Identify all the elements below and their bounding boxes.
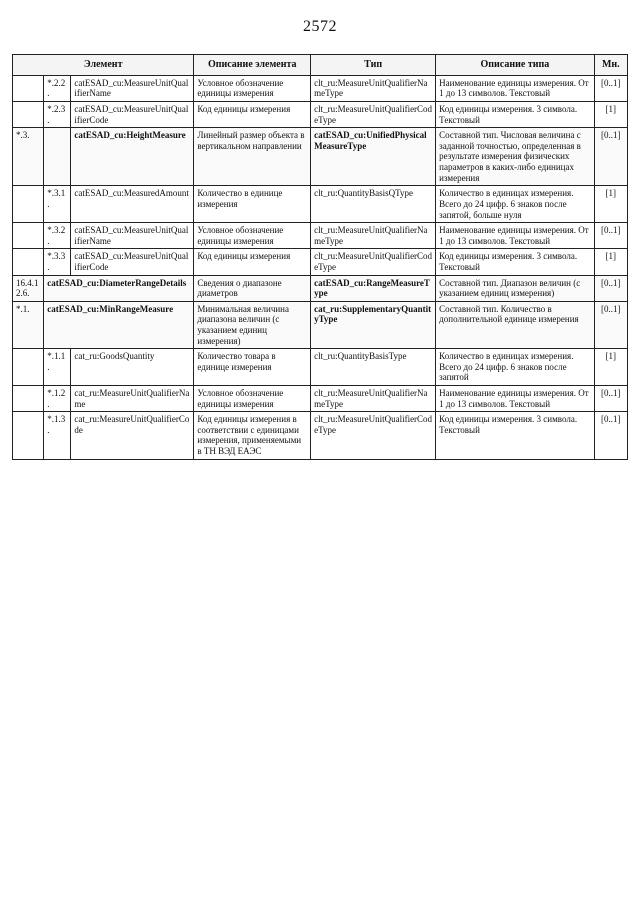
cell-name: catESAD_cu:MeasureUnitQualifierName xyxy=(71,75,194,101)
cell-desc: Количество в единице измерения xyxy=(194,186,311,223)
cell-num xyxy=(13,386,44,412)
cell-desc: Сведения о диапазоне диаметров xyxy=(194,275,311,301)
cell-sub: *.3.1. xyxy=(44,186,71,223)
cell-type: catESAD_cu:RangeMeasureType xyxy=(311,275,436,301)
cell-type: clt_ru:MeasureUnitQualifierNameType xyxy=(311,386,436,412)
cell-num xyxy=(13,75,44,101)
cell-type-desc: Код единицы измерения. 3 символа. Текстовый xyxy=(436,412,594,459)
header-type: Тип xyxy=(311,55,436,76)
cell-desc: Линейный размер объекта в вертикальном направлении xyxy=(194,128,311,186)
cell-sub: *.1.1. xyxy=(44,349,71,386)
cell-num xyxy=(13,186,44,223)
cell-mn: [0..1] xyxy=(594,275,627,301)
spec-table xyxy=(12,54,628,460)
cell-desc: Условное обозначение единицы измерения xyxy=(194,386,311,412)
cell-name: catESAD_cu:MeasuredAmount xyxy=(71,186,194,223)
cell-type: clt_ru:QuantityBasisType xyxy=(311,349,436,386)
cell-mn: [1] xyxy=(594,186,627,223)
cell-num xyxy=(13,102,44,128)
cell-name: cat_ru:GoodsQuantity xyxy=(71,349,194,386)
cell-mn: [0..1] xyxy=(594,75,627,101)
cell-sub xyxy=(44,128,71,186)
cell-desc: Код единицы измерения в соответствии с единицами измерения, применяемыми в ТН ВЭД ЕАЭС xyxy=(194,412,311,459)
cell-num xyxy=(13,349,44,386)
cell-type: clt_ru:MeasureUnitQualifierCodeType xyxy=(311,412,436,459)
table-row xyxy=(13,249,628,275)
cell-sub: *.1.2. xyxy=(44,386,71,412)
cell-type: clt_ru:MeasureUnitQualifierCodeType xyxy=(311,249,436,275)
table-row xyxy=(13,275,628,301)
cell-name: catESAD_cu:MinRangeMeasure xyxy=(44,301,194,348)
page-number: 2572 xyxy=(303,18,337,35)
table-row xyxy=(13,349,628,386)
cell-type-desc: Наименование единицы измерения. От 1 до 13 символов. Текстовый xyxy=(436,75,594,101)
cell-sub: *.3.3. xyxy=(44,249,71,275)
cell-mn: [0..1] xyxy=(594,301,627,348)
cell-name: cat_ru:MeasureUnitQualifierCode xyxy=(71,412,194,459)
table-row xyxy=(13,301,628,348)
header-element-desc: Описание элемента xyxy=(194,55,311,76)
cell-type-desc: Составной тип. Количество в дополнительной единице измерения xyxy=(436,301,594,348)
cell-mn: [0..1] xyxy=(594,223,627,249)
cell-name: catESAD_cu:MeasureUnitQualifierName xyxy=(71,223,194,249)
table-row xyxy=(13,223,628,249)
cell-type-desc: Составной тип. Числовая величина с заданной точностью, определенная в результате измерения физических параметров в каких-либо единицах измерения xyxy=(436,128,594,186)
cell-type-desc: Код единицы измерения. 3 символа. Текстовый xyxy=(436,249,594,275)
table-row xyxy=(13,75,628,101)
cell-num xyxy=(13,412,44,459)
cell-name: cat_ru:MeasureUnitQualifierName xyxy=(71,386,194,412)
cell-type-desc: Количество в единицах измерения. Всего до 24 цифр. 6 знаков после запятой xyxy=(436,349,594,386)
header-row xyxy=(13,55,628,76)
header-mn: Мн. xyxy=(594,55,627,76)
cell-num: *.1. xyxy=(13,301,44,348)
cell-type-desc: Наименование единицы измерения. От 1 до 13 символов. Текстовый xyxy=(436,223,594,249)
cell-type: clt_ru:QuantityBasisQType xyxy=(311,186,436,223)
cell-mn: [1] xyxy=(594,102,627,128)
cell-type-desc: Наименование единицы измерения. От 1 до 13 символов. Текстовый xyxy=(436,386,594,412)
header-type-desc: Описание типа xyxy=(436,55,594,76)
cell-desc: Условное обозначение единицы измерения xyxy=(194,75,311,101)
cell-type: cat_ru:SupplementaryQuantityType xyxy=(311,301,436,348)
cell-desc: Условное обозначение единицы измерения xyxy=(194,223,311,249)
cell-type-desc: Составной тип. Диапазон величин (с указанием единиц измерения) xyxy=(436,275,594,301)
table-row xyxy=(13,102,628,128)
table-row xyxy=(13,186,628,223)
cell-type: catESAD_cu:UnifiedPhysicalMeasureType xyxy=(311,128,436,186)
header-element: Элемент xyxy=(13,55,194,76)
cell-sub: *.1.3. xyxy=(44,412,71,459)
cell-type: clt_ru:MeasureUnitQualifierNameType xyxy=(311,223,436,249)
cell-name: catESAD_cu:HeightMeasure xyxy=(71,128,194,186)
table-row xyxy=(13,386,628,412)
cell-sub: *.2.3. xyxy=(44,102,71,128)
cell-sub: *.3.2. xyxy=(44,223,71,249)
cell-desc: Количество товара в единице измерения xyxy=(194,349,311,386)
cell-name: catESAD_cu:MeasureUnitQualifierCode xyxy=(71,102,194,128)
cell-mn: [1] xyxy=(594,249,627,275)
cell-sub: *.2.2. xyxy=(44,75,71,101)
table-row xyxy=(13,412,628,459)
cell-num xyxy=(13,223,44,249)
cell-name: catESAD_cu:DiameterRangeDetails xyxy=(44,275,194,301)
cell-desc: Код единицы измерения xyxy=(194,249,311,275)
cell-name: catESAD_cu:MeasureUnitQualifierCode xyxy=(71,249,194,275)
cell-type: clt_ru:MeasureUnitQualifierCodeType xyxy=(311,102,436,128)
cell-mn: [0..1] xyxy=(594,412,627,459)
cell-mn: [0..1] xyxy=(594,128,627,186)
table-row xyxy=(13,128,628,186)
cell-mn: [1] xyxy=(594,349,627,386)
cell-type-desc: Количество в единицах измерения. Всего до 24 цифр. 6 знаков после запятой, больше нуля xyxy=(436,186,594,223)
cell-num: 16.4.12.6. xyxy=(13,275,44,301)
cell-num: *.3. xyxy=(13,128,44,186)
cell-num xyxy=(13,249,44,275)
cell-type: clt_ru:MeasureUnitQualifierNameType xyxy=(311,75,436,101)
cell-type-desc: Код единицы измерения. 3 символа. Текстовый xyxy=(436,102,594,128)
cell-desc: Минимальная величина диапазона величин (с указанием единиц измерения) xyxy=(194,301,311,348)
cell-desc: Код единицы измерения xyxy=(194,102,311,128)
cell-mn: [0..1] xyxy=(594,386,627,412)
